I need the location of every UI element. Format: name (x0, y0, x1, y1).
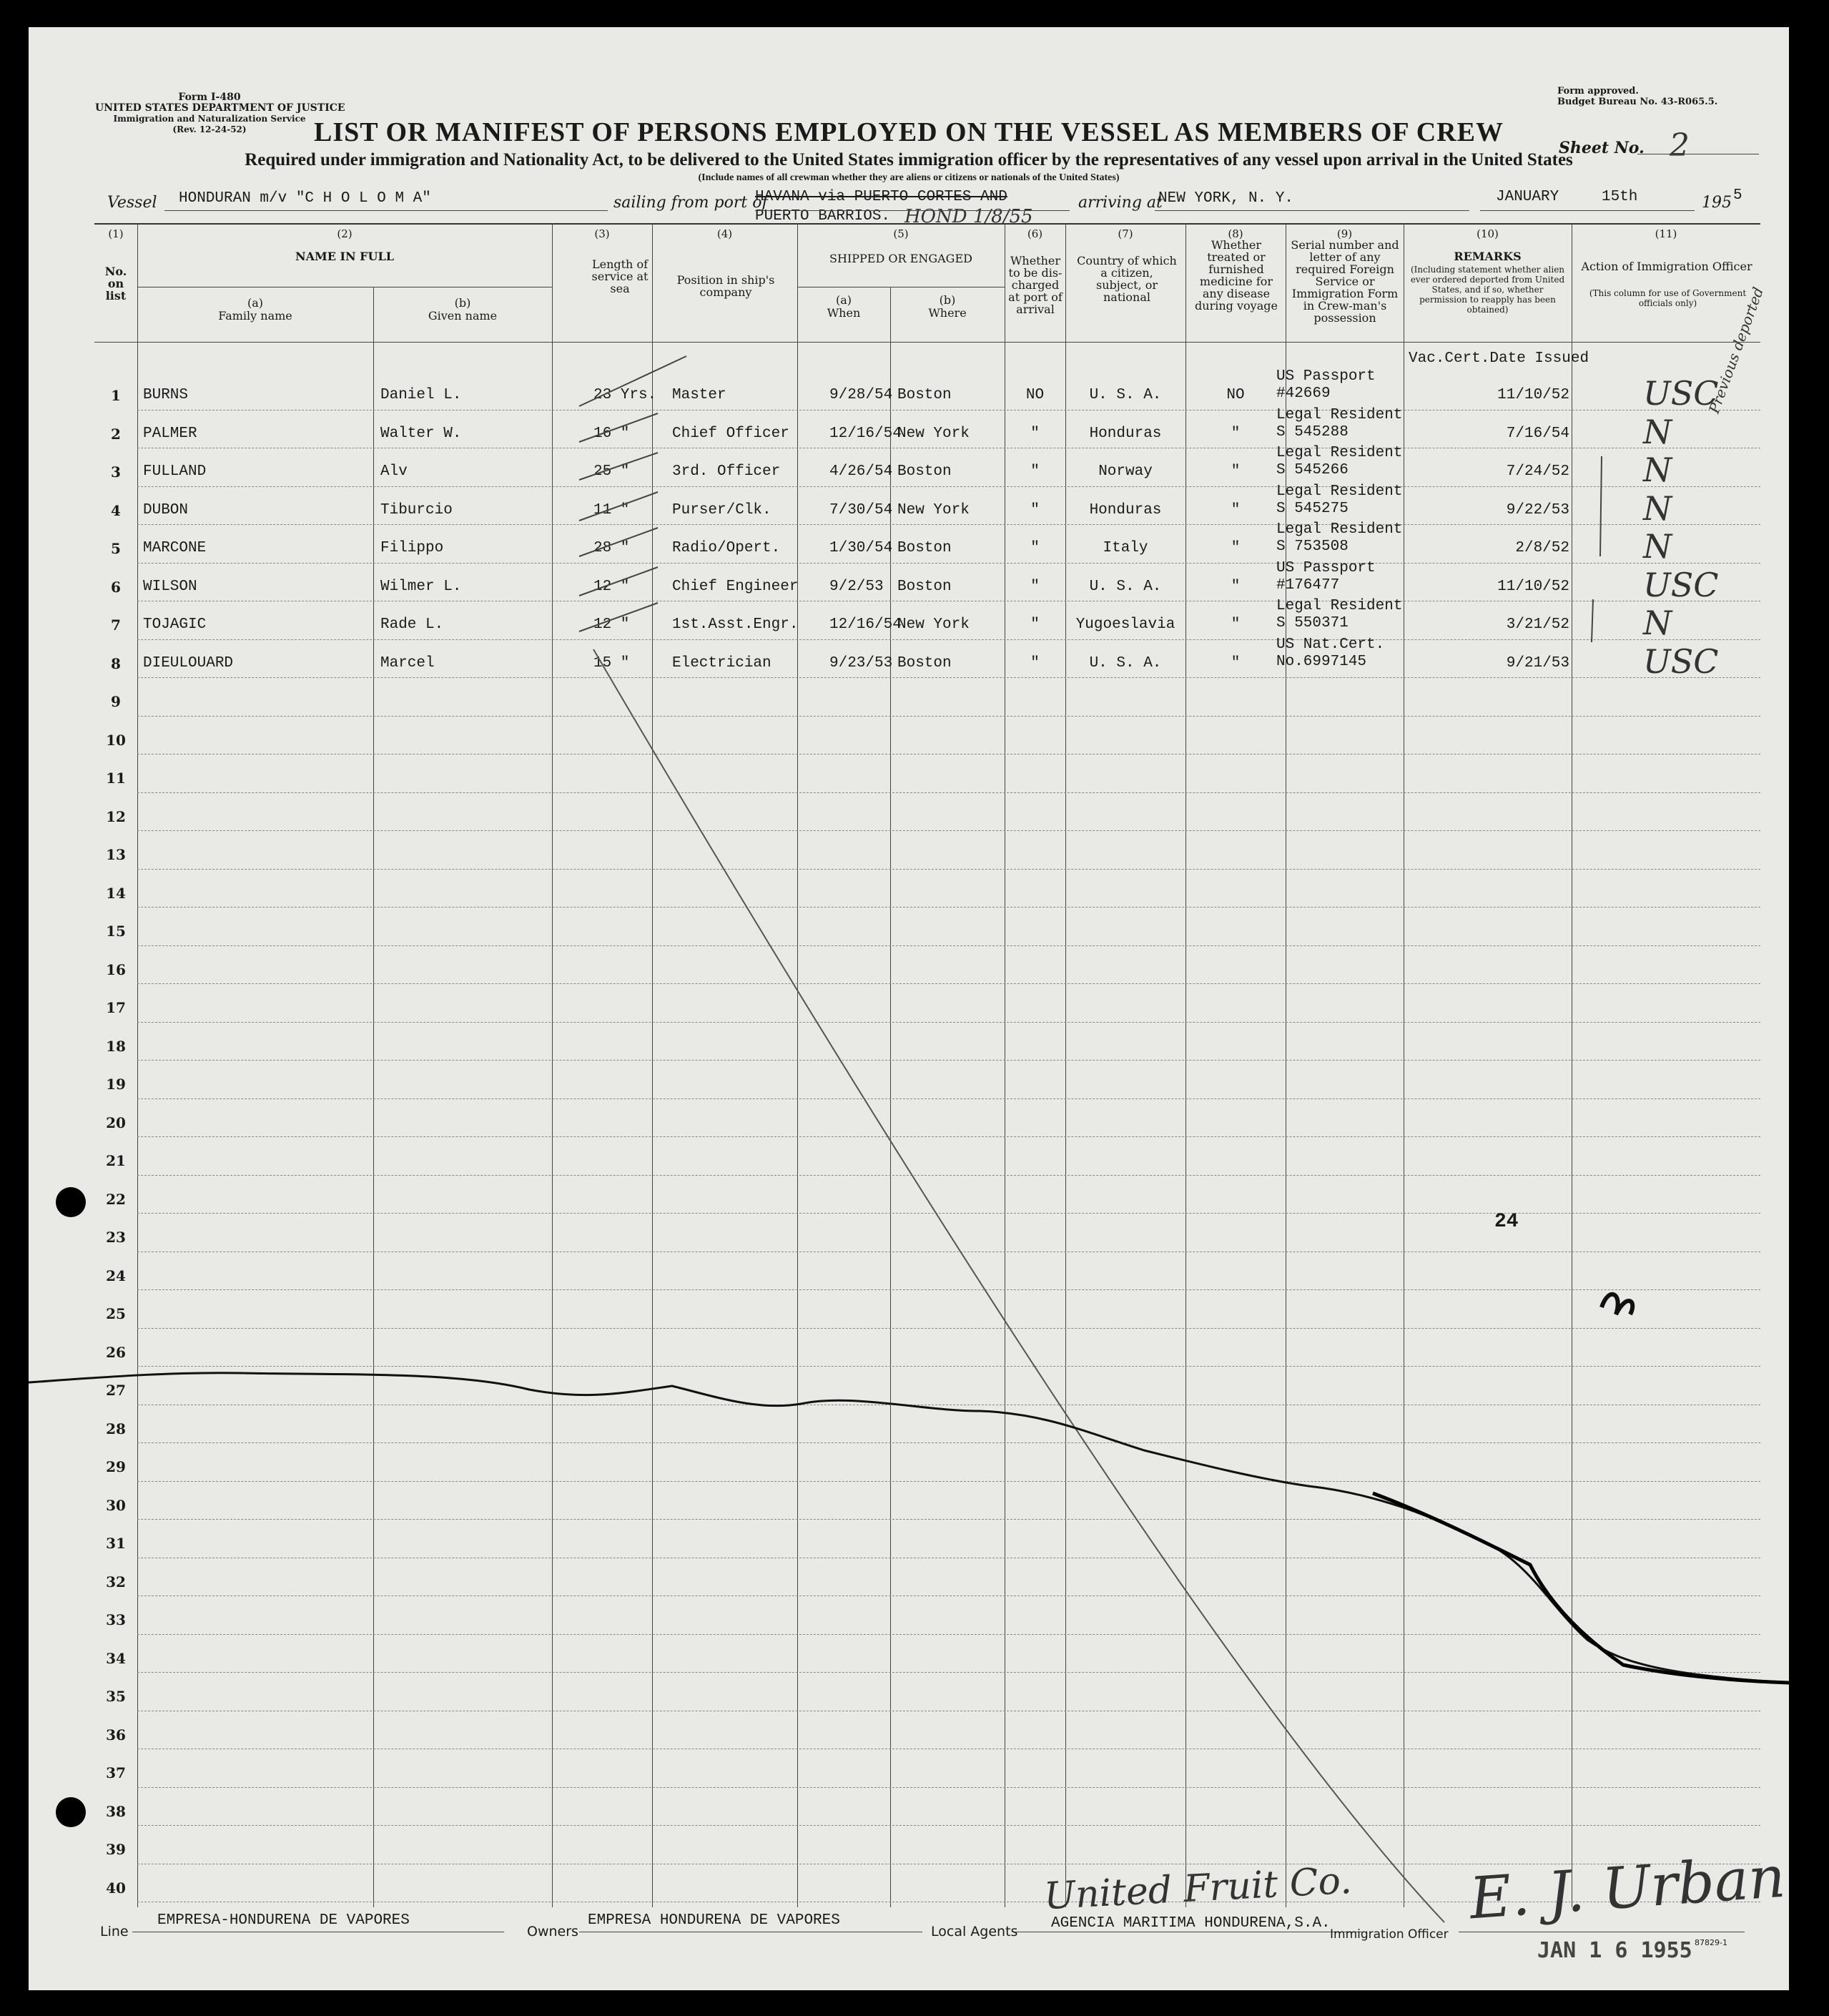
serial-number-cell: S 545288 (1276, 423, 1349, 441)
vac-cert-note: Vac.Cert.Date Issued (1409, 350, 1589, 367)
given-name-cell: Wilmer L. (380, 578, 462, 595)
officer-label: Immigration Officer (1330, 1927, 1449, 1942)
owners-value: EMPRESA HONDURENA DE VAPORES (588, 1912, 840, 1929)
row-number: 24 (106, 1267, 126, 1284)
row-number: 25 (106, 1305, 126, 1322)
shipped-place-cell: Boston (897, 463, 952, 480)
family-name-cell: PALMER (143, 425, 197, 442)
vac-cert-date-cell: 11/10/52 (1497, 578, 1569, 595)
owners-label: Owners (527, 1924, 578, 1939)
given-name-cell: Daniel L. (380, 387, 462, 403)
serial-number-cell: #42669 (1276, 385, 1331, 402)
row-number: 4 (111, 501, 121, 519)
family-name-header: Family name (218, 309, 292, 323)
row-number: 28 (106, 1420, 126, 1437)
approval-line-2: Budget Bureau No. 43-R065.5. (1557, 97, 1718, 107)
serial-type-cell: US Passport (1276, 368, 1376, 385)
row-number: 37 (106, 1764, 126, 1781)
row-number: 3 (111, 463, 121, 481)
col-9-number: (9) (1336, 227, 1353, 240)
margin-note: Previous deported (1705, 285, 1768, 416)
when-header: When (827, 306, 861, 320)
country-cell: U. S. A. (1089, 578, 1162, 595)
service-length-cell: 16 " (593, 425, 630, 442)
revision-date: (Rev. 12-24-52) (172, 124, 247, 134)
medicine-cell: NO (1226, 387, 1245, 403)
action-cell: USC (1643, 641, 1719, 681)
remarks-subheader: (Including statement whether alien ever ordered deported from United States, and if so, whether permission to reapply has been obtained) (1410, 265, 1565, 315)
row-number: 33 (106, 1611, 126, 1628)
row-number: 5 (111, 540, 121, 557)
remarks-header: REMARKS (1454, 250, 1522, 263)
position-cell: 1st.Asst.Engr. (672, 616, 799, 633)
position-cell: Chief Officer (672, 425, 789, 442)
year-suffix: 5 (1733, 187, 1742, 204)
action-subheader: (This column for use of Government officials only) (1589, 288, 1747, 308)
action-cell: N (1643, 451, 1672, 489)
action-cell: N (1643, 412, 1672, 451)
serial-type-cell: Legal Resident (1276, 483, 1403, 500)
country-cell: U. S. A. (1089, 654, 1162, 672)
row-number: 12 (106, 807, 126, 825)
position-cell: Chief Engineer (672, 578, 799, 595)
serial-number-cell: No.6997145 (1276, 653, 1367, 670)
given-name-cell: Tiburcio (380, 501, 453, 518)
given-name-cell: Marcel (380, 654, 435, 672)
discharge-cell: " (1030, 540, 1040, 556)
medicine-cell: " (1231, 501, 1241, 518)
vac-cert-date-cell: 9/21/53 (1506, 654, 1569, 672)
family-name-cell: MARCONE (143, 540, 207, 556)
row-number: 9 (111, 693, 121, 710)
medicine-cell: " (1231, 578, 1241, 595)
row-number: 22 (106, 1190, 126, 1208)
manifest-page (29, 27, 1789, 1990)
row-number: 6 (111, 578, 121, 596)
country-cell: Norway (1098, 463, 1153, 480)
family-name-cell: DUBON (143, 501, 189, 518)
service-length-cell: 11 " (593, 501, 630, 518)
position-cell: Master (672, 387, 726, 403)
vac-cert-date-cell: 7/16/54 (1506, 425, 1569, 442)
shipped-date-cell: 1/30/54 (829, 540, 893, 556)
col-1-number: (1) (108, 227, 124, 240)
row-number: 18 (106, 1037, 126, 1055)
action-cell: USC (1643, 565, 1719, 604)
country-cell: Honduras (1089, 501, 1162, 518)
row-number: 16 (106, 960, 126, 978)
medicine-cell: " (1231, 616, 1241, 633)
when-letter: (a) (835, 293, 852, 307)
medicine-cell: " (1231, 425, 1241, 442)
row-number: 30 (106, 1496, 126, 1514)
port-struck: HAVANA via PUERTO CORTES AND (755, 189, 1007, 205)
discharge-cell: " (1030, 501, 1040, 518)
count-annotation: 24 (1494, 1211, 1519, 1233)
action-cell: USC (1643, 374, 1719, 413)
where-letter: (b) (939, 293, 956, 307)
shipped-place-cell: New York (897, 425, 970, 442)
shipped-place-cell: Boston (897, 387, 952, 403)
row-number: 23 (106, 1229, 126, 1246)
shipped-date-cell: 4/26/54 (829, 463, 893, 480)
form-number: Form I-480 (178, 92, 241, 103)
given-name-cell: Walter W. (380, 425, 462, 442)
row-number: 29 (106, 1458, 126, 1475)
vessel-name: HONDURAN m/v "C H O L O M A" (179, 190, 431, 207)
position-cell: Radio/Opert. (672, 540, 781, 556)
vac-cert-date-cell: 9/22/53 (1506, 501, 1569, 518)
agents-label: Local Agents (931, 1924, 1018, 1939)
line-value: EMPRESA-HONDURENA DE VAPORES (157, 1912, 410, 1929)
binder-hole-bottom (56, 1797, 86, 1827)
serial-number-cell: #176477 (1276, 576, 1340, 594)
given-letter: (b) (454, 296, 471, 310)
year-prefix: 195 (1702, 194, 1732, 212)
shipped-date-cell: 12/16/54 (829, 616, 902, 633)
family-letter: (a) (247, 296, 264, 310)
discharge-cell: " (1030, 463, 1040, 480)
serial-type-cell: Legal Resident (1276, 598, 1403, 614)
vac-cert-date-cell: 3/21/52 (1506, 616, 1569, 633)
position-cell: Purser/Clk. (672, 501, 771, 518)
position-cell: Electrician (672, 654, 771, 672)
arrival-day: 15th (1602, 189, 1638, 205)
medicine-cell: " (1231, 654, 1241, 672)
row-number: 36 (106, 1726, 126, 1744)
country-cell: Italy (1103, 540, 1148, 556)
shipped-date-cell: 7/30/54 (829, 501, 893, 518)
length-of-service-header: Length of service at sea (591, 257, 649, 295)
name-in-full-header: NAME IN FULL (295, 250, 394, 263)
port-handwritten: HOND 1/8/55 (904, 206, 1033, 227)
department-name: UNITED STATES DEPARTMENT OF JUSTICE (95, 102, 345, 114)
where-header: Where (928, 306, 967, 320)
row-number: 7 (111, 616, 121, 634)
sheet-value: 2 (1669, 127, 1690, 164)
shipped-date-cell: 12/16/54 (829, 425, 902, 442)
serial-type-cell: US Passport (1276, 559, 1376, 576)
medicine-header: Whether treated or furnished medicine for any disease during voyage (1195, 238, 1278, 313)
given-name-cell: Filippo (380, 540, 444, 556)
shipped-place-cell: Boston (897, 578, 952, 595)
serial-type-cell: Legal Resident (1276, 445, 1403, 461)
col-4-number: (4) (716, 227, 733, 240)
family-name-cell: BURNS (143, 387, 189, 403)
action-header: Action of Immigration Officer (1581, 260, 1752, 273)
service-length-cell: 15 " (593, 654, 630, 672)
given-name-header: Given name (428, 309, 498, 323)
service-length-cell: 28 " (593, 540, 630, 556)
service-length-cell: 23 Yrs. (593, 387, 657, 403)
row-number: 20 (106, 1113, 126, 1131)
col-6-number: (6) (1027, 227, 1043, 240)
shipped-date-cell: 9/28/54 (829, 387, 893, 403)
col-2-number: (2) (337, 227, 353, 240)
family-name-cell: TOJAGIC (143, 616, 207, 633)
line-label: Line (100, 1924, 129, 1939)
action-cell: N (1643, 527, 1672, 566)
medicine-cell: " (1231, 463, 1241, 480)
given-name-cell: Alv (380, 463, 408, 480)
vac-cert-date-cell: 2/8/52 (1515, 540, 1569, 556)
serial-number-cell: S 753508 (1276, 539, 1349, 555)
shipped-place-cell: New York (897, 501, 970, 518)
service-length-cell: 25 " (593, 463, 630, 480)
given-name-cell: Rade L. (380, 616, 444, 633)
sheet-label: Sheet No. (1559, 139, 1645, 157)
serial-type-cell: Legal Resident (1276, 406, 1403, 423)
country-cell: Yugoeslavia (1075, 616, 1175, 633)
agents-value: AGENCIA MARITIMA HONDURENA,S.A. (1051, 1915, 1331, 1932)
row-number: 19 (106, 1076, 126, 1093)
vessel-label: Vessel (107, 194, 157, 212)
country-cell: U. S. A. (1089, 387, 1162, 403)
service-name: Immigration and Naturalization Service (113, 114, 306, 124)
action-cell: N (1643, 488, 1672, 528)
shipped-place-cell: Boston (897, 540, 952, 556)
row-number: 14 (106, 884, 126, 902)
serial-type-cell: Legal Resident (1276, 521, 1403, 538)
officer-signature: E. J. Urban (1467, 1843, 1788, 1932)
col-5-number: (5) (893, 227, 909, 240)
shipped-place-cell: New York (897, 616, 970, 633)
row-number: 32 (106, 1573, 126, 1590)
print-code: 87829-1 (1695, 1938, 1727, 1947)
sailing-port: PUERTO BARRIOS. (755, 208, 891, 225)
binder-hole-top (56, 1187, 86, 1217)
discharge-cell: " (1030, 654, 1040, 672)
row-number: 2 (111, 425, 121, 443)
row-number: 38 (106, 1802, 126, 1820)
approval-line-1: Form approved. (1557, 86, 1639, 97)
family-name-cell: FULLAND (143, 463, 207, 480)
row-number: 11 (106, 769, 126, 787)
vac-cert-date-cell: 7/24/52 (1506, 463, 1569, 480)
serial-type-cell: US Nat.Cert. (1276, 636, 1385, 653)
received-stamp: JAN 1 6 1955 (1537, 1938, 1692, 1963)
service-length-cell: 12 " (593, 616, 630, 633)
discharge-cell: " (1030, 425, 1040, 442)
row-number: 15 (106, 923, 126, 940)
arriving-label: arriving at (1078, 194, 1163, 212)
no-on-list-header: No. on list (104, 265, 127, 303)
discharge-cell: " (1030, 578, 1040, 595)
col-8-number: (8) (1228, 227, 1243, 240)
agents-signature: United Fruit Co. (1042, 1859, 1353, 1919)
discharge-cell: " (1030, 616, 1040, 633)
shipped-engaged-header: SHIPPED OR ENGAGED (829, 252, 972, 265)
row-number: 21 (106, 1152, 126, 1169)
serial-number-cell: S 550371 (1276, 615, 1349, 631)
col-7-number: (7) (1118, 227, 1133, 240)
discharged-header: Whether to be dis-charged at port of arrival (1008, 254, 1063, 316)
row-number: 35 (106, 1688, 126, 1705)
shipped-place-cell: Boston (897, 654, 952, 672)
country-cell: Honduras (1089, 425, 1162, 442)
row-number: 39 (106, 1841, 126, 1858)
shipped-date-cell: 9/2/53 (829, 578, 884, 595)
row-number: 31 (106, 1535, 126, 1552)
sailing-label: sailing from port of (613, 194, 768, 212)
row-number: 40 (106, 1879, 126, 1897)
medicine-cell: " (1231, 540, 1241, 556)
requirement-statement: Required under immigration and Nationality Act, to be delivered to the United States immigration officer by the representatives of any vessel upon arrival in the United States (245, 150, 1573, 169)
row-number: 26 (106, 1343, 126, 1361)
row-number: 8 (111, 654, 121, 672)
handwriting-layer (29, 27, 1789, 1990)
crew-inclusion-note: (Include names of all crewman whether they are aliens or citizens or nationals of the United States) (698, 172, 1120, 183)
row-number: 34 (106, 1649, 126, 1667)
col-3-number: (3) (594, 227, 610, 240)
row-number: 13 (106, 846, 126, 863)
col-10-number: (10) (1476, 227, 1499, 240)
row-number: 10 (106, 731, 126, 749)
discharge-cell: NO (1025, 387, 1045, 403)
serial-number-header: Serial number and letter of any required Foreign Service or Immigration Form in Crew-man's possession (1291, 238, 1399, 325)
service-length-cell: 12 " (593, 578, 630, 595)
serial-number-cell: S 545266 (1276, 462, 1349, 478)
family-name-cell: WILSON (143, 578, 197, 595)
col-11-number: (11) (1655, 227, 1677, 240)
arriving-port: NEW YORK, N. Y. (1158, 190, 1294, 207)
row-number: 1 (111, 387, 121, 404)
position-cell: 3rd. Officer (672, 463, 781, 480)
row-number: 27 (106, 1382, 126, 1399)
vac-cert-date-cell: 11/10/52 (1497, 387, 1569, 403)
shipped-date-cell: 9/23/53 (829, 654, 893, 672)
serial-number-cell: S 545275 (1276, 500, 1349, 517)
country-header: Country of which a citizen, subject, or national (1077, 254, 1177, 304)
page-title: LIST OR MANIFEST OF PERSONS EMPLOYED ON THE VESSEL AS MEMBERS OF CREW (314, 117, 1504, 147)
arrival-month: JANUARY (1496, 189, 1559, 205)
position-header: Position in ship's company (676, 273, 775, 299)
family-name-cell: DIEULOUARD (143, 654, 234, 672)
action-cell: N (1643, 604, 1672, 642)
row-number: 17 (106, 999, 126, 1016)
